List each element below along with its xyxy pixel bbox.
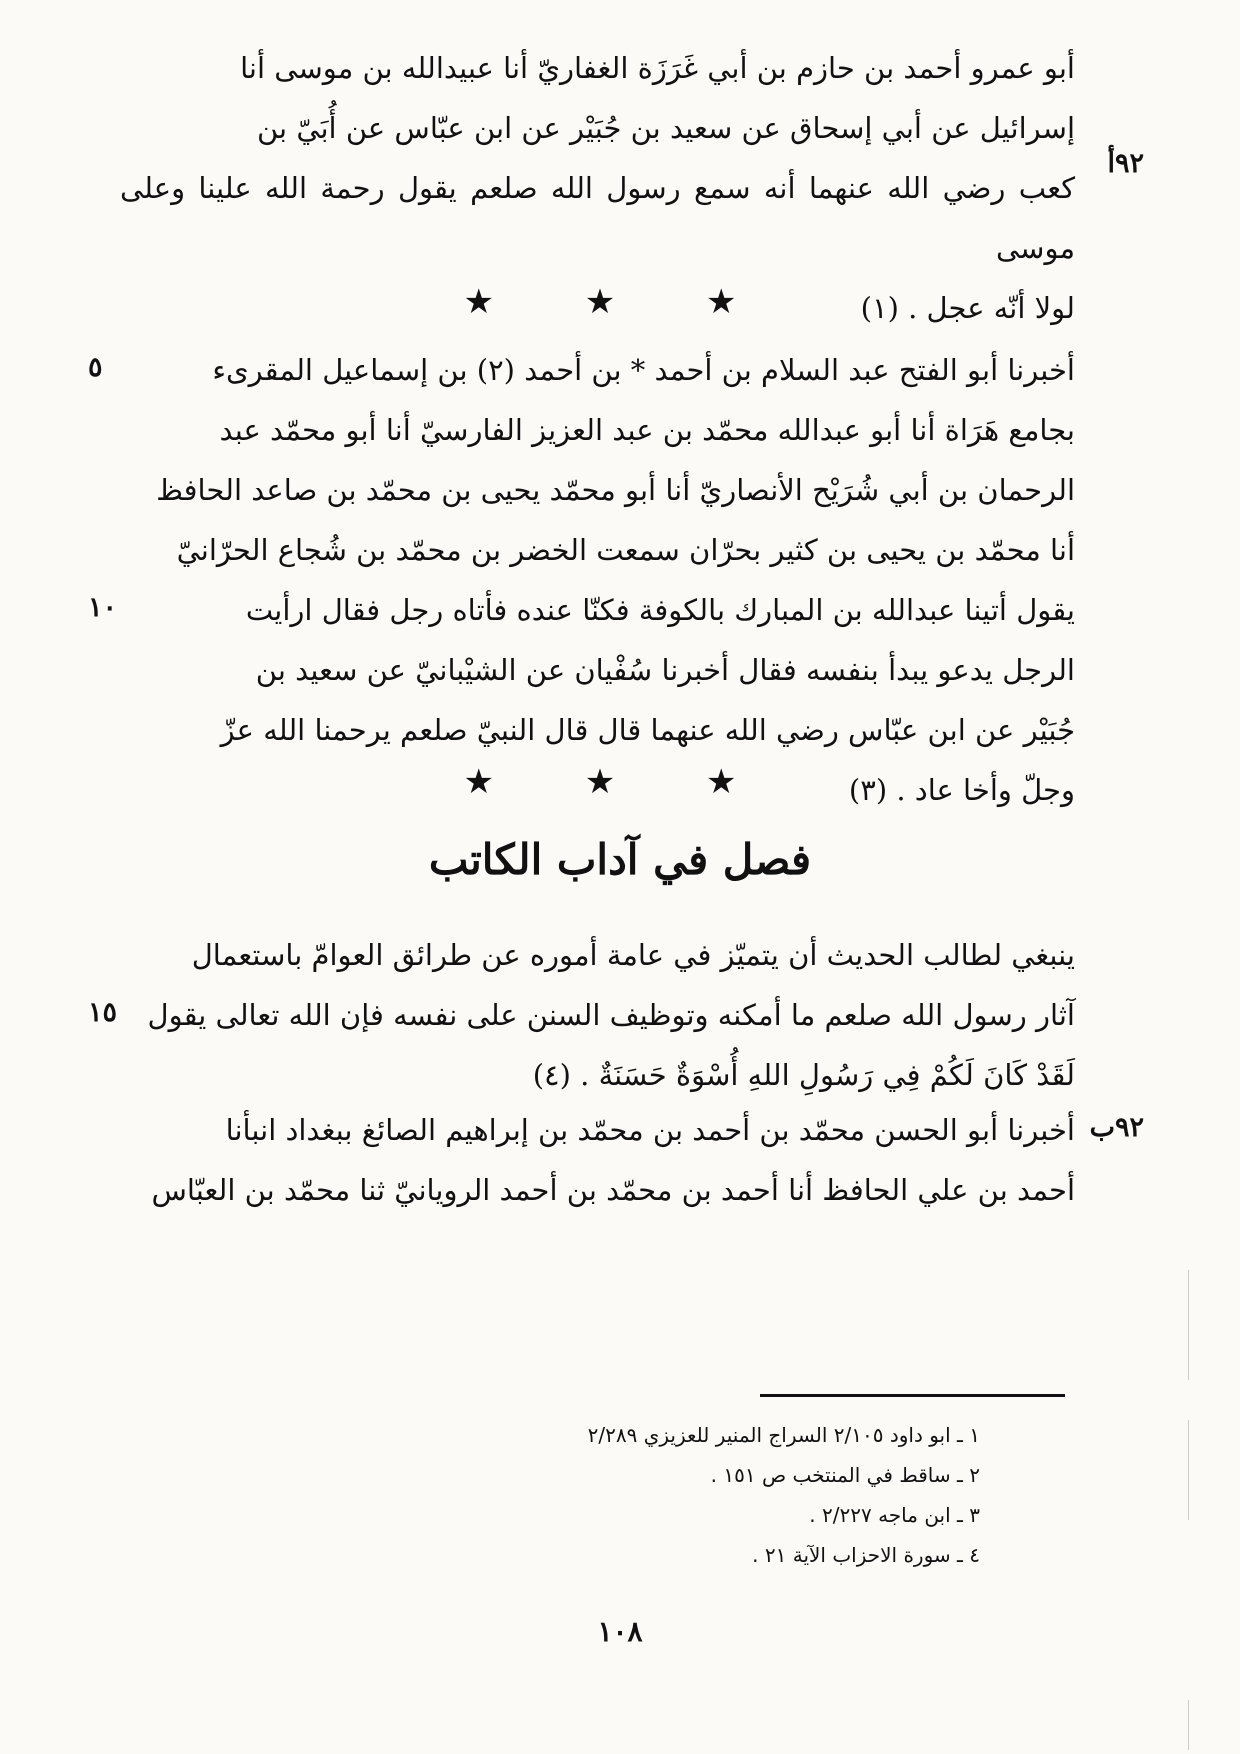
text-line: جُبَيْر عن ابن عبّاس رضي الله عنهما قال قال النبيّ صلعم يرحمنا الله عزّ bbox=[220, 713, 1075, 747]
scan-artifact bbox=[1188, 1270, 1189, 1380]
text-line: بجامع هَرَاة أنا أبو عبدالله محمّد بن عبد العزيز الفارسيّ أنا أبو محمّد عبد bbox=[219, 413, 1075, 447]
paragraph-4 bbox=[120, 1100, 1075, 1220]
page-number: ١٠٨ bbox=[597, 1615, 643, 1648]
text-line: لولا أنّه عجل . (١) bbox=[860, 291, 1075, 325]
text-line: الرجل يدعو يبدأ بنفسه فقال أخبرنا سُفْيان عن الشيْبانيّ عن سعيد بن bbox=[255, 653, 1075, 687]
footnote: ٢ ـ ساقط في المنتخب ص ١٥١ . bbox=[710, 1463, 980, 1487]
folio-marker-92a: ٩٢أ bbox=[1107, 148, 1144, 179]
text-line: ينبغي لطالب الحديث أن يتميّز في عامة أموره عن طرائق العوامّ باستعمال bbox=[191, 938, 1075, 972]
footnote: ١ ـ ابو داود ٢/١٠٥ السراج المنير للعزيزي ٢/٢٨٩ bbox=[587, 1423, 980, 1447]
text-line: يقول أتينا عبدالله بن المبارك بالكوفة فكنّا عنده فأتاه رجل فقال ارأيت bbox=[245, 593, 1075, 627]
text-line: أبو عمرو أحمد بن حازم بن أبي غَرَزَة الغفاريّ أنا عبيدالله بن موسى أنا bbox=[240, 51, 1075, 85]
paragraph-3 bbox=[120, 925, 1075, 1105]
text-line: كعب رضي الله عنهما أنه سمع رسول الله صلعم يقول رحمة الله علينا وعلى موسى bbox=[120, 171, 1075, 265]
text-line: آثار رسول الله صلعم ما أمكنه وتوظيف السنن على نفسه فإن الله تعالى يقول bbox=[147, 998, 1075, 1032]
text-line: أخبرنا أبو الحسن محمّد بن أحمد بن محمّد بن إبراهيم الصائغ ببغداد انبأنا bbox=[225, 1113, 1075, 1147]
text-line: لَقَدْ كَانَ لَكُمْ فِي رَسُولِ اللهِ أُسْوَةٌ حَسَنَةٌ . (٤) bbox=[532, 1058, 1075, 1092]
section-separator: ★ ★ ★ bbox=[463, 762, 777, 802]
section-separator: ★ ★ ★ bbox=[463, 282, 777, 322]
line-number-10: ١٠ bbox=[88, 592, 118, 623]
folio-marker-92b: ٩٢ب bbox=[1089, 1112, 1144, 1143]
text-line: أحمد بن علي الحافظ أنا أحمد بن محمّد بن أحمد الرويانيّ ثنا محمّد بن العبّاس bbox=[151, 1173, 1075, 1207]
footnotes bbox=[360, 1415, 980, 1575]
text-line: وجلّ وأخا عاد . (٣) bbox=[848, 773, 1075, 807]
paragraph-2 bbox=[120, 340, 1075, 820]
text-line: أنا محمّد بن يحيى بن كثير بحرّان سمعت الخضر بن محمّد بن شُجاع الحرّانيّ bbox=[176, 533, 1075, 567]
text-line: أخبرنا أبو الفتح عبد السلام بن أحمد * بن أحمد (٢) بن إسماعيل المقرىء bbox=[212, 353, 1075, 387]
scan-artifact bbox=[1188, 1700, 1189, 1750]
line-number-15: ١٥ bbox=[88, 997, 118, 1028]
text-line: إسرائيل عن أبي إسحاق عن سعيد بن جُبَيْر عن ابن عبّاس عن أُبَيّ بن bbox=[256, 111, 1075, 145]
section-heading: فصل في آداب الكاتب bbox=[428, 835, 812, 884]
text-line: الرحمان بن أبي شُرَيْح الأنصاريّ أنا أبو محمّد يحيى بن محمّد بن صاعد الحافظ bbox=[156, 473, 1075, 507]
line-number-5: ٥ bbox=[88, 352, 103, 383]
scan-artifact bbox=[1188, 1420, 1189, 1520]
footnote: ٣ ـ ابن ماجه ٢/٢٢٧ . bbox=[809, 1503, 980, 1527]
footnote: ٤ ـ سورة الاحزاب الآية ٢١ . bbox=[752, 1543, 980, 1567]
footnote-divider bbox=[760, 1394, 1065, 1397]
